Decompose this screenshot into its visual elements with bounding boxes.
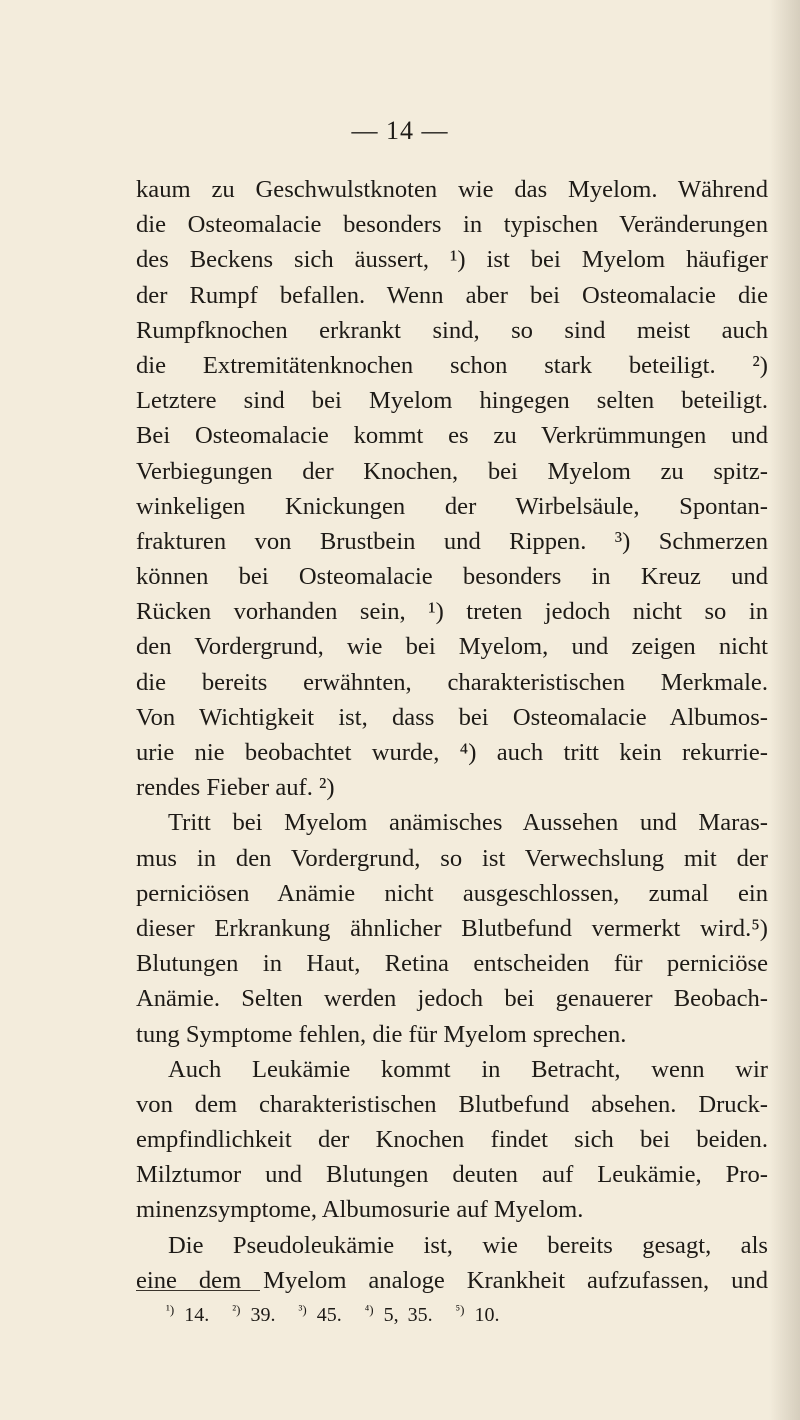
text-line: kaum zu Geschwulstknoten wie das Myelom. Während xyxy=(136,176,768,203)
text-line: frakturen von Brustbein und Rippen. ³) Schmerzen xyxy=(136,527,768,555)
text-line: eine dem Myelom analoge Krankheit aufzufassen, und xyxy=(136,1266,768,1294)
text-line: Anämie. Selten werden jedoch bei genauerer Beobach- xyxy=(136,985,768,1013)
body-text xyxy=(136,172,768,1298)
text-line: den Vordergrund, wie bei Myelom, und zeigen nicht xyxy=(136,633,768,661)
text-line: Tritt bei Myelom anämisches Aussehen und Maras- xyxy=(168,809,768,837)
text-line: Von Wichtigkeit ist, dass bei Osteomalacie Albumos- xyxy=(136,703,768,731)
footnote-mark: ²) xyxy=(232,1302,241,1317)
text-line: können bei Osteomalacie besonders in Kreuz und xyxy=(136,563,768,591)
text-line: perniciösen Anämie nicht ausgeschlossen, zumal ein xyxy=(136,879,768,907)
footnote xyxy=(365,1304,433,1326)
text-line: des Beckens sich äussert, ¹) ist bei Myelom häufiger xyxy=(136,246,768,274)
text-line: tung Symptome fehlen, die für Myelom sprechen. xyxy=(136,1020,627,1048)
page-edge-shadow xyxy=(770,0,800,1420)
footnote xyxy=(232,1304,275,1326)
text-line: Letztere sind bei Myelom hingegen selten beteiligt. xyxy=(136,387,768,415)
footnote-mark: ³) xyxy=(298,1302,307,1317)
text-line: Rücken vorhanden sein, ¹) treten jedoch nicht so in xyxy=(136,598,768,626)
text-line: mus in den Vordergrund, so ist Verwechslung mit der xyxy=(136,844,768,872)
text-line: die Osteomalacie besonders in typischen Veränderungen xyxy=(136,211,768,239)
footnote xyxy=(166,1304,209,1326)
footnote-mark: ⁴) xyxy=(364,1302,374,1317)
text-line: Auch Leukämie kommt in Betracht, wenn wir xyxy=(168,1055,768,1083)
footnote-text: 5, 35. xyxy=(383,1304,433,1326)
footnote-text: 39. xyxy=(250,1304,276,1326)
text-line: die Extremitätenknochen schon stark beteiligt. ²) xyxy=(136,351,768,379)
text-line: Verbiegungen der Knochen, bei Myelom zu spitz- xyxy=(136,457,768,485)
text-line: rendes Fieber auf. ²) xyxy=(136,774,335,802)
text-line: empfindlichkeit der Knochen findet sich bei beiden. xyxy=(136,1126,768,1154)
text-line: minenzsymptome, Albumosurie auf Myelom. xyxy=(136,1196,584,1224)
footnote-mark: ⁵) xyxy=(455,1302,465,1317)
text-line: dieser Erkrankung ähnlicher Blutbefund vermerkt wird.⁵) xyxy=(136,914,768,942)
text-line: Die Pseudoleukämie ist, wie bereits gesagt, als xyxy=(168,1231,768,1259)
text-line: urie nie beobachtet wurde, ⁴) auch tritt kein rekurrie- xyxy=(136,739,768,766)
footnote-text: 45. xyxy=(316,1304,342,1326)
footnote xyxy=(456,1304,500,1326)
text-line: der Rumpf befallen. Wenn aber bei Osteomalacie die xyxy=(136,281,768,309)
footnote-text: 10. xyxy=(474,1304,500,1326)
text-line: die bereits erwähnten, charakteristischen Merkmale. xyxy=(136,668,768,696)
text-line: Milztumor und Blutungen deuten auf Leukämie, Pro- xyxy=(136,1161,768,1189)
footnote-divider xyxy=(136,1290,260,1291)
text-line: Blutungen in Haut, Retina entscheiden für perniciöse xyxy=(136,950,768,978)
text-line: winkeligen Knickungen der Wirbelsäule, Spontan- xyxy=(136,492,768,520)
footnote-text: 14. xyxy=(184,1304,210,1326)
text-line: von dem charakteristischen Blutbefund absehen. Druck- xyxy=(136,1090,768,1118)
text-line: Bei Osteomalacie kommt es zu Verkrümmungen und xyxy=(136,422,768,450)
text-line: Rumpfknochen erkrankt sind, so sind meist auch xyxy=(136,316,768,344)
footnotes xyxy=(166,1302,513,1327)
footnote-mark: ¹) xyxy=(166,1302,175,1317)
page-number: — 14 — xyxy=(351,116,449,145)
footnote xyxy=(298,1304,341,1326)
